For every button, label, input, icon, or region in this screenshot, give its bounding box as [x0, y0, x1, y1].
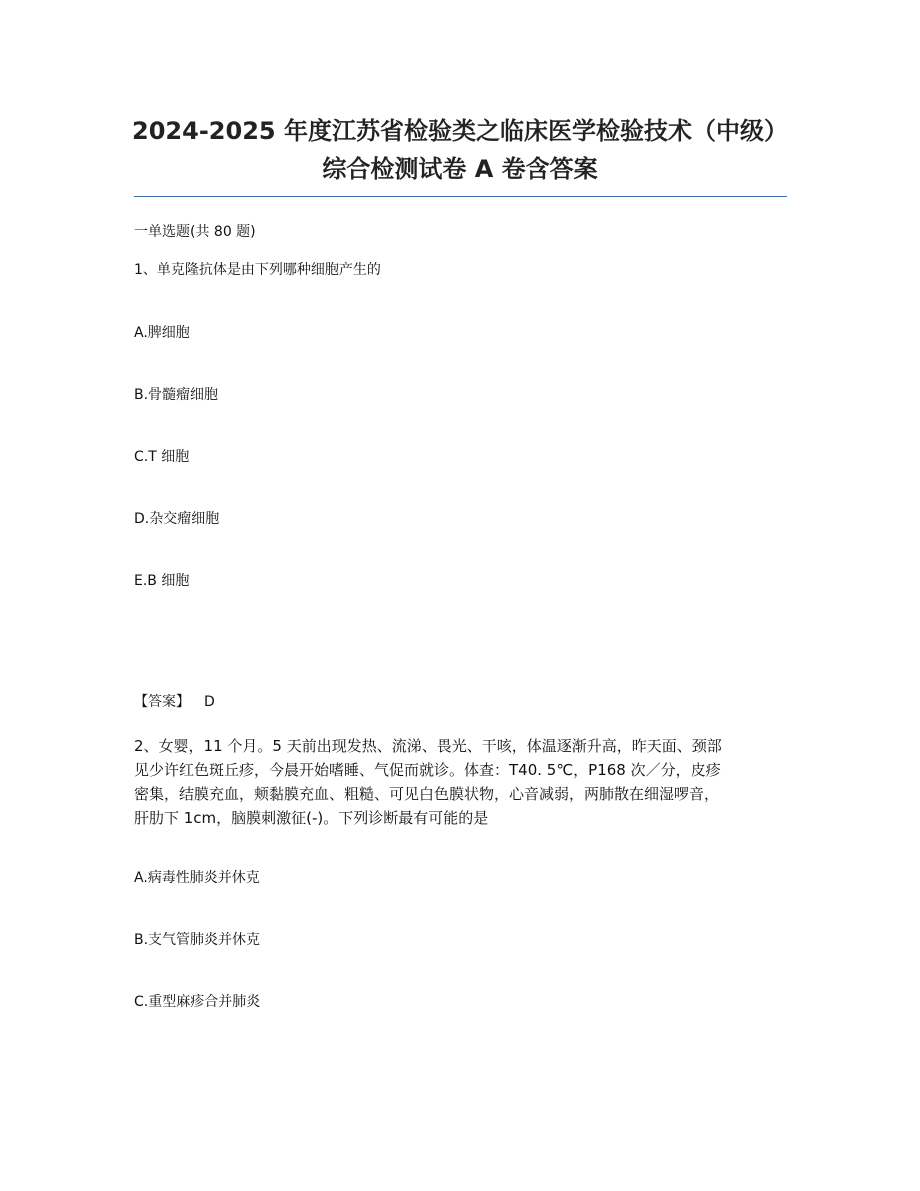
page-title: [0, 112, 920, 188]
question-stem: 1、单克隆抗体是由下列哪种细胞产生的: [134, 262, 381, 278]
option-c: C.重型麻疹合并肺炎: [134, 994, 261, 1010]
title-line-2: 综合检测试卷 A 卷含答案: [322, 155, 598, 183]
title-divider: [134, 196, 787, 197]
answer-value: D: [204, 694, 215, 710]
title-line-1: 2024-2025 年度江苏省检验类之临床医学检验技术（中级）: [132, 117, 788, 145]
option-b: B.支气管肺炎并休克: [134, 932, 261, 948]
question-stem-line: 见少许红色斑丘疹，今晨开始嗜睡、气促而就诊。体查：T40. 5℃，P168 次／分，皮疹: [134, 761, 721, 779]
option-a: A.病毒性肺炎并休克: [134, 870, 260, 886]
option-c: C.T 细胞: [134, 449, 190, 465]
question-stem-line: 肝肋下 1cm，脑膜刺激征(-)。下列诊断最有可能的是: [134, 809, 489, 827]
option-b: B.骨髓瘤细胞: [134, 387, 219, 403]
section-heading: 一单选题(共 80 题): [134, 224, 256, 240]
option-d: D.杂交瘤细胞: [134, 511, 220, 527]
option-a: A.脾细胞: [134, 325, 190, 341]
question-stem-line: 2、女婴，11 个月。5 天前出现发热、流涕、畏光、干咳，体温逐渐升高，昨天面、颈部: [134, 737, 722, 755]
option-e: E.B 细胞: [134, 573, 190, 589]
answer-label: 【答案】: [134, 694, 190, 710]
question-stem-line: 密集，结膜充血，颊黏膜充血、粗糙、可见白色膜状物，心音减弱，两肺散在细湿啰音，: [134, 785, 720, 803]
question-stem: [134, 734, 789, 830]
answer-line: [134, 692, 215, 712]
